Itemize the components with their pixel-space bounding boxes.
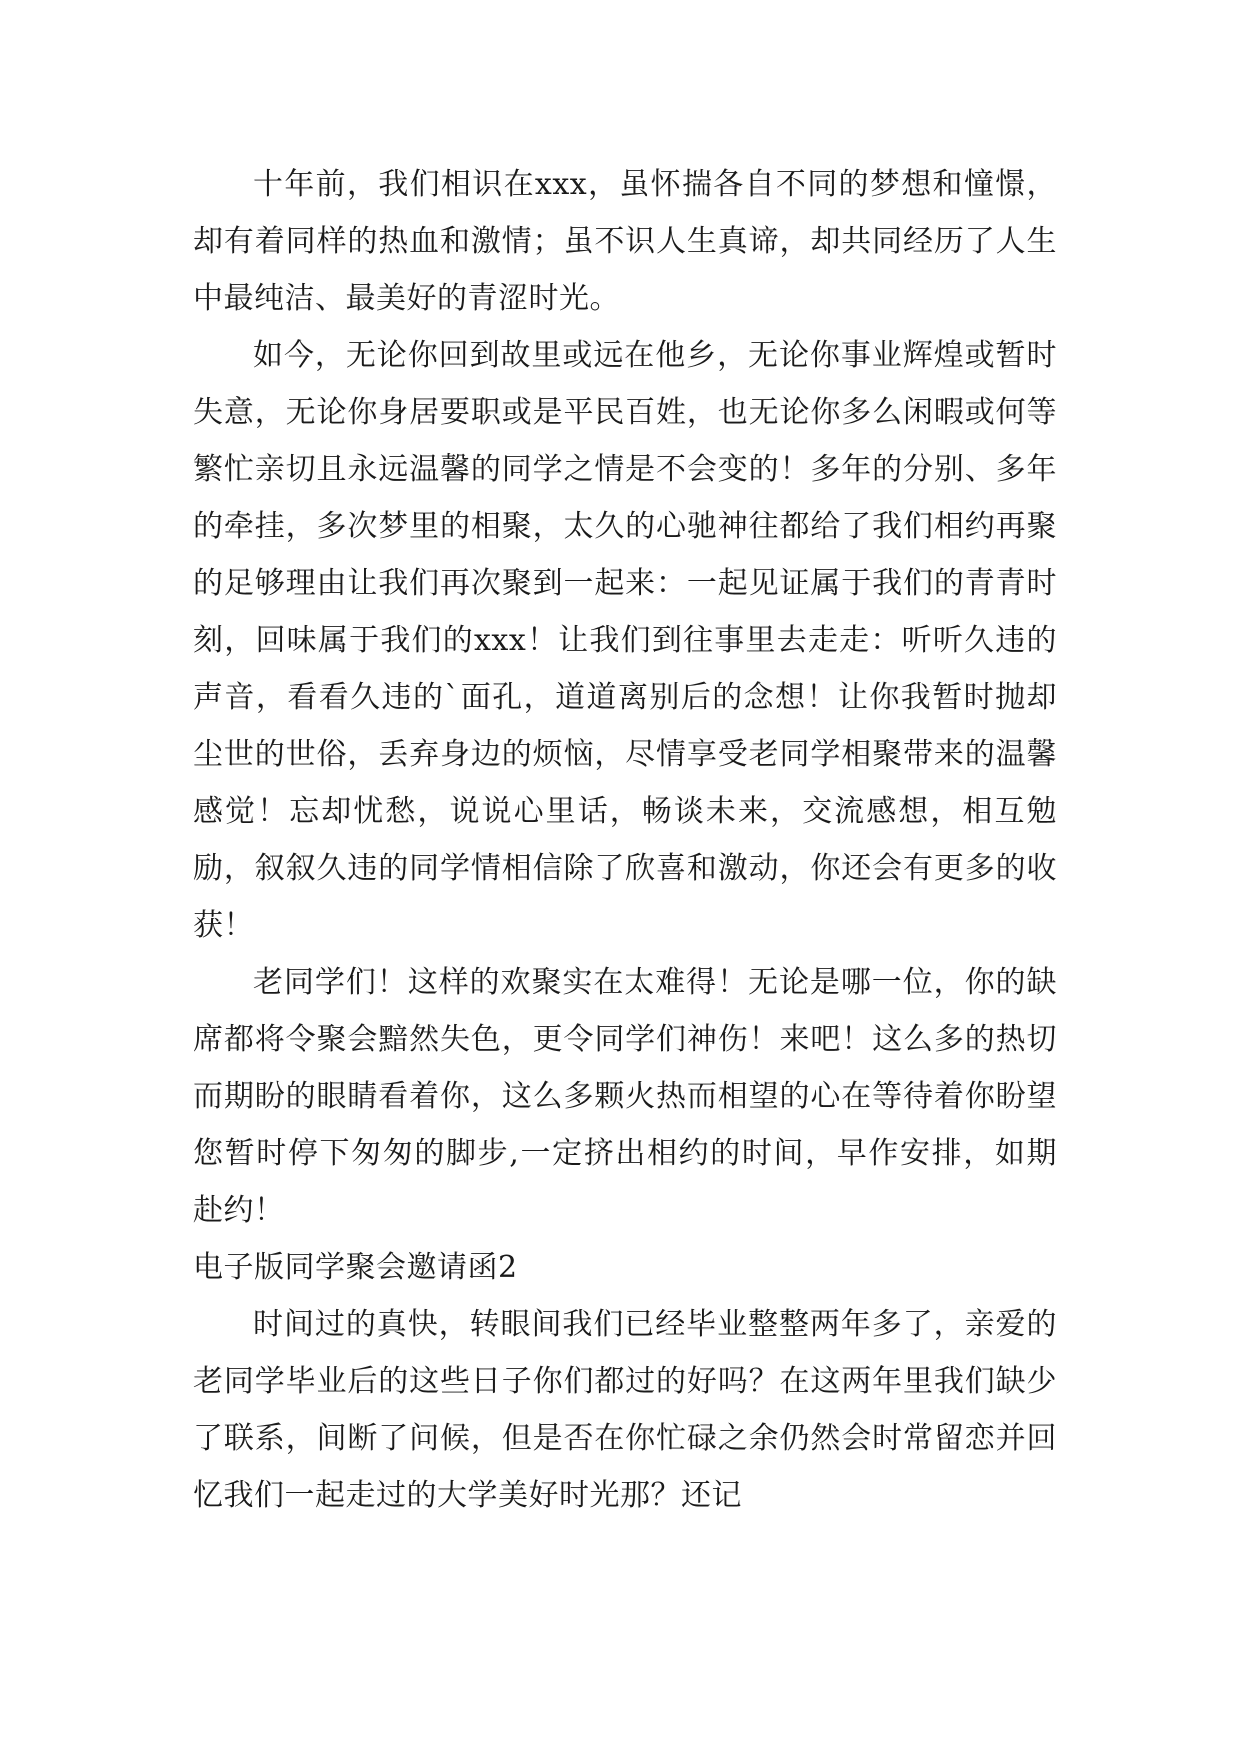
paragraph-second-letter: 时间过的真快，转眼间我们已经毕业整整两年多了，亲爱的老同学毕业后的这些日子你们都过的好吗？在这两年里我们缺少了联系，间断了问候，但是否在你忙碌之余仍然会时常留恋并回忆我们一起走过的大学美好时光那？还记 bbox=[193, 1307, 1057, 1513]
paragraph-reunion-memory: 十年前，我们相识在xxx，虽怀揣各自不同的梦想和憧憬，却有着同样的热血和激情；虽不识人生真谛，却共同经历了人生中最纯洁、最美好的青涩时光。 bbox=[193, 167, 1057, 316]
section-heading: 电子版同学聚会邀请函2 bbox=[193, 1250, 518, 1285]
paragraph-call-to-attend: 老同学们！这样的欢聚实在太难得！无论是哪一位，你的缺席都将令聚会黯然失色，更令同学们神伤！来吧！这么多的热切而期盼的眼睛看着你，这么多颗火热而相望的心在等待着你盼望您暂时停下匆匆的脚步,一定挤出相约的时间，早作安排，如期赴约！ bbox=[193, 965, 1057, 1228]
document-body bbox=[193, 156, 1057, 1524]
paragraph-invitation-body: 如今，无论你回到故里或远在他乡，无论你事业辉煌或暂时失意，无论你身居要职或是平民百姓，也无论你多么闲暇或何等繁忙亲切且永远温馨的同学之情是不会变的！多年的分别、多年的牵挂，多次梦里的相聚，太久的心驰神往都给了我们相约再聚的足够理由让我们再次聚到一起来：一起见证属于我们的青青时刻，回味属于我们的xxx！让我们到往事里去走走：听听久违的声音，看看久违的`面孔，道道离别后的念想！让你我暂时抛却尘世的世俗，丢弃身边的烦恼，尽情享受老同学相聚带来的温馨感觉！忘却忧愁，说说心里话，畅谈未来，交流感想，相互勉励，叙叙久违的同学情相信除了欣喜和激动，你还会有更多的收获！ bbox=[193, 338, 1057, 943]
